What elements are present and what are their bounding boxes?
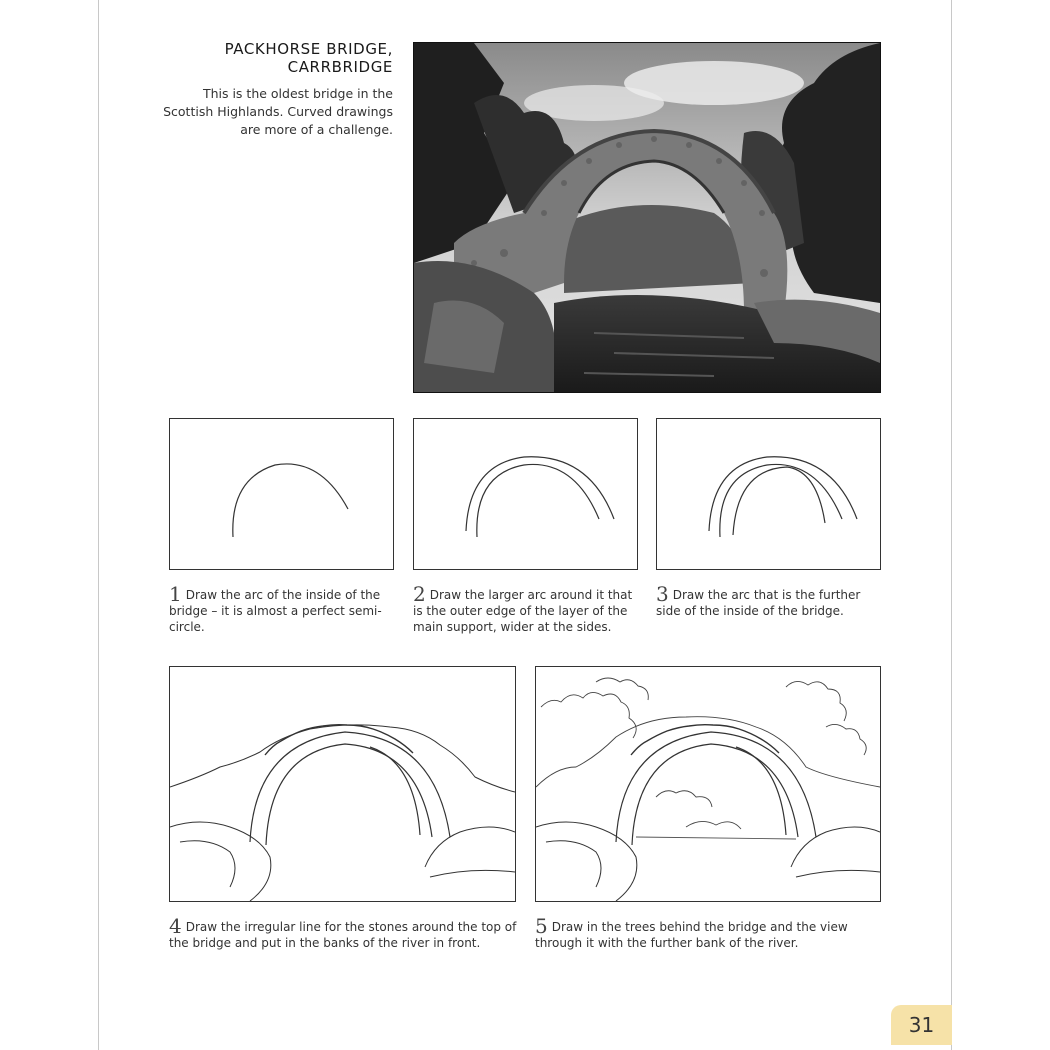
step-3-caption	[656, 582, 881, 619]
title-line-1: PACKHORSE BRIDGE,	[224, 40, 393, 58]
step-1-sketch	[169, 418, 394, 570]
step-4-sketch	[169, 666, 516, 902]
step-5-sketch	[535, 666, 881, 902]
step-4-caption	[169, 914, 519, 951]
step-4-number: 4	[169, 914, 182, 938]
page-title	[133, 40, 393, 76]
page-number: 31	[891, 1005, 952, 1045]
step-1-number: 1	[169, 582, 182, 606]
step-1-text: Draw the arc of the inside of the bridge – it is almost a perfect semi-circle.	[169, 588, 382, 634]
step-2-text: Draw the larger arc around it that is the outer edge of the layer of the main support, wider at the sides.	[413, 588, 633, 634]
step-3-sketch	[656, 418, 881, 570]
step-3-number: 3	[656, 582, 669, 606]
step-3-text: Draw the arc that is the further side of the inside of the bridge.	[656, 588, 861, 618]
step-4-text: Draw the irregular line for the stones around the top of the bridge and put in the banks of the river in front.	[169, 920, 517, 950]
step-2-caption	[413, 582, 638, 635]
step-5-text: Draw in the trees behind the bridge and the view through it with the further bank of the river.	[535, 920, 848, 950]
step-5-number: 5	[535, 914, 548, 938]
step-5-caption	[535, 914, 885, 951]
bridge-photo	[413, 42, 881, 393]
step-2-number: 2	[413, 582, 426, 606]
title-line-2: CARRBRIDGE	[287, 58, 393, 76]
intro-text: This is the oldest bridge in the Scottish Highlands. Curved drawings are more of a challenge.	[163, 86, 393, 137]
step-2-sketch	[413, 418, 638, 570]
step-1-caption	[169, 582, 404, 635]
